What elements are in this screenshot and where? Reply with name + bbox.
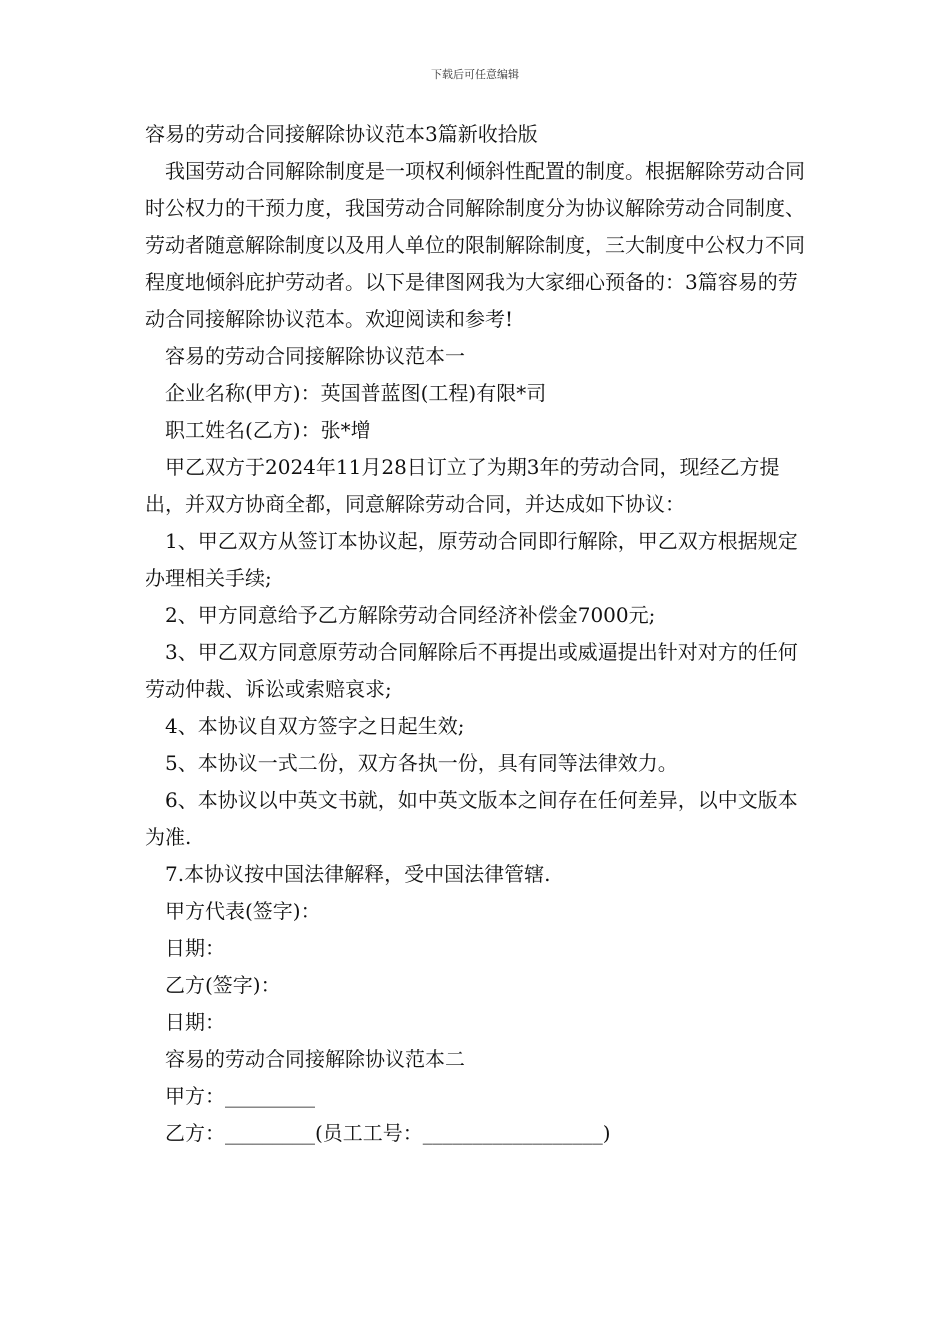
section2-party-a: 甲方：_________ — [165, 1084, 315, 1108]
date-party-b: 日期： — [165, 1010, 225, 1034]
clause-7: 7.本协议按中国法律解释，受中国法律管辖. — [165, 862, 551, 886]
clause-1: 1、甲乙双方从签订本协议起，原劳动合同即行解除，甲乙双方根据规定办理相关手续; — [145, 529, 798, 590]
section1-party-a: 企业名称(甲方)：英国普蓝图(工程)有限*司 — [165, 381, 547, 405]
clause-4: 4、本协议自双方签字之日起生效; — [165, 714, 465, 738]
date-party-a: 日期： — [165, 936, 225, 960]
signature-party-b: 乙方(签字)： — [165, 973, 281, 997]
document-body — [145, 116, 810, 1152]
signature-party-a: 甲方代表(签字)： — [165, 899, 321, 923]
section1-heading: 容易的劳动合同接解除协议范本一 — [165, 344, 465, 368]
page-header-note: 下载后可任意编辑 — [431, 68, 519, 81]
clause-6: 6、本协议以中英文书就，如中英文版本之间存在任何差异，以中文版本为准. — [145, 788, 798, 849]
clause-3: 3、甲乙双方同意原劳动合同解除后不再提出或威逼提出针对对方的任何劳动仲裁、诉讼或索赔哀求; — [145, 640, 798, 701]
intro-paragraph: 我国劳动合同解除制度是一项权利倾斜性配置的制度。根据解除劳动合同时公权力的干预力度，我国劳动合同解除制度分为协议解除劳动合同制度、劳动者随意解除制度以及用人单位的限制解除制度，三大制度中公权力不同程度地倾斜庇护劳动者。以下是律图网我为大家细心预备的：3篇容易的劳动合同接解除协议范本。欢迎阅读和参考! — [145, 159, 805, 331]
clause-5: 5、本协议一式二份，双方各执一份，具有同等法律效力。 — [165, 751, 678, 775]
section2-heading: 容易的劳动合同接解除协议范本二 — [165, 1047, 465, 1071]
clause-2: 2、甲方同意给予乙方解除劳动合同经济补偿金7000元; — [165, 603, 656, 627]
document-title: 容易的劳动合同接解除协议范本3篇新收拾版 — [145, 122, 538, 146]
section1-party-b: 职工姓名(乙方)：张*增 — [165, 418, 371, 442]
section2-party-b: 乙方：_________(员工工号：__________________) — [165, 1121, 611, 1145]
section1-preamble: 甲乙双方于2024年11月28日订立了为期3年的劳动合同，现经乙方提出，并双方协商全都，同意解除劳动合同，并达成如下协议： — [145, 455, 780, 516]
